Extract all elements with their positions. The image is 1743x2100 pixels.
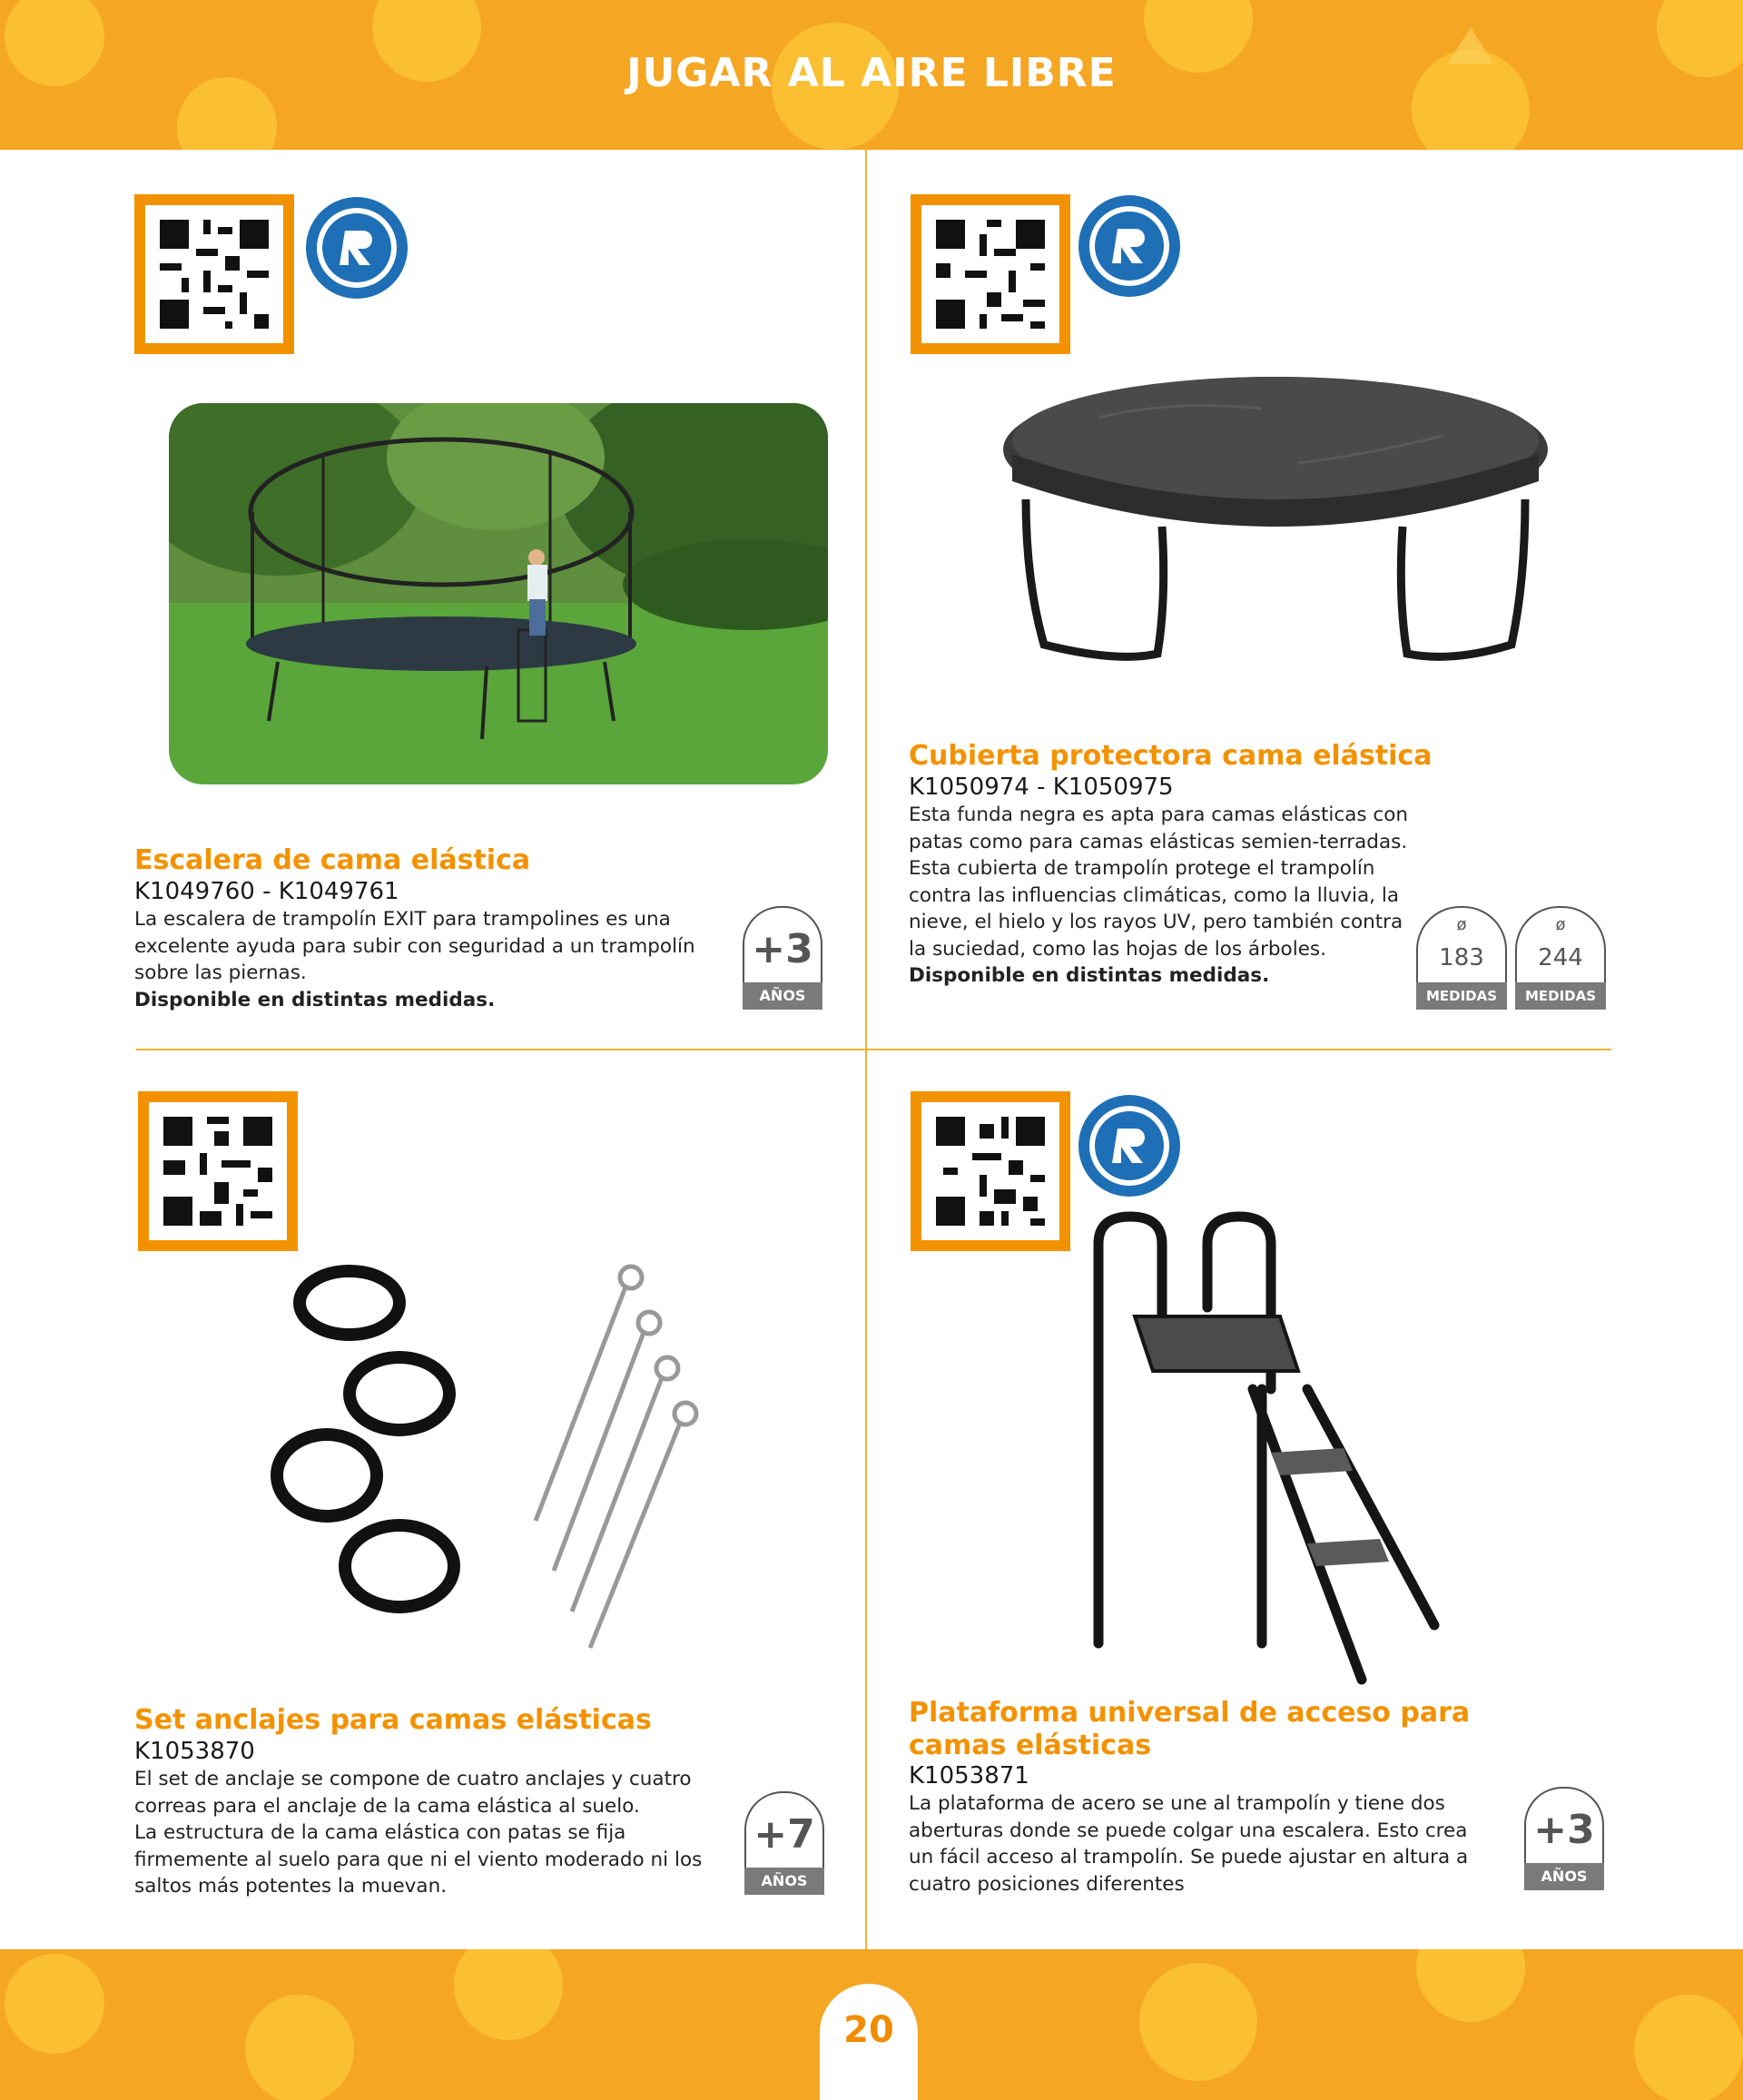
seal-icon <box>1076 1092 1183 1199</box>
product-title: Set anclajes para camas elásticas <box>134 1704 652 1736</box>
age-value: +3 <box>752 926 813 972</box>
platform-photo <box>1080 1208 1462 1689</box>
page-number: 20 <box>843 2009 894 2051</box>
age-label: AÑOS <box>1524 1863 1604 1890</box>
seal-icon <box>1076 192 1183 300</box>
availability-note: Disponible en distintas medidas. <box>909 964 1270 987</box>
description-text: La plataforma de acero se une al trampolín y tiene dos aberturas donde se puede colgar una escalera. Esto crea un fácil acceso al trampolín. Se puede ajustar en altura a cuatro posiciones diferentes <box>909 1792 1469 1896</box>
product-code: K1053870 <box>134 1738 255 1765</box>
product-title: Plataforma universal de acceso para camas elásticas <box>909 1697 1471 1761</box>
product-title: Cubierta protectora cama elástica <box>909 740 1433 772</box>
age-label: AÑOS <box>744 1868 824 1895</box>
qr-code-icon[interactable] <box>911 1091 1070 1251</box>
description-text: La escalera de trampolín EXIT para trampolines es una excelente ayuda para subir con seguridad a un trampolín sobre las piernas. <box>134 908 695 984</box>
description-text: El set de anclaje se compone de cuatro anclajes y cuatro correas para el anclaje de la cama elástica al suelo. <box>134 1768 692 1818</box>
age-badge <box>743 906 822 1010</box>
product-code: K1049760 - K1049761 <box>134 878 399 905</box>
header-band <box>0 0 1743 150</box>
age-value: +3 <box>1533 1807 1595 1853</box>
product-code: K1053871 <box>909 1762 1029 1789</box>
product-description <box>134 1766 715 1900</box>
age-label: AÑOS <box>743 982 822 1010</box>
diameter-icon: ø <box>1456 915 1467 934</box>
age-value: +7 <box>753 1811 815 1858</box>
age-badge <box>1524 1787 1604 1890</box>
qr-code-icon[interactable] <box>138 1091 298 1251</box>
qr-code-icon[interactable] <box>134 194 294 354</box>
size-badge <box>1416 906 1507 1010</box>
anchor-set-photo <box>263 1257 717 1657</box>
seal-icon <box>303 194 410 301</box>
description-text: Esta funda negra es apta para camas elásticas con patas como para camas elásticas semien-terradas. Esta cubierta de trampolín protege el trampolín contra las influencias climáticas, como la lluvia, la nieve, el hielo y los rayos UV, pero también contra la suciedad, como las hojas de los árboles. <box>909 804 1409 961</box>
product-description <box>909 802 1417 990</box>
trampoline-photo <box>169 403 828 784</box>
size-value: 244 <box>1538 944 1583 971</box>
trampoline-cover-photo <box>990 363 1571 690</box>
size-badge <box>1515 906 1606 1010</box>
horizontal-divider-right <box>867 1049 1611 1050</box>
size-label: MEDIDAS <box>1515 982 1606 1010</box>
product-title: Escalera de cama elástica <box>134 844 531 876</box>
availability-note: Disponible en distintas medidas. <box>134 988 496 1011</box>
size-value: 183 <box>1439 944 1484 971</box>
diameter-icon: ø <box>1555 915 1566 934</box>
size-label: MEDIDAS <box>1416 982 1507 1010</box>
page-title: JUGAR AL AIRE LIBRE <box>626 50 1117 96</box>
product-description <box>909 1790 1490 1898</box>
age-badge <box>744 1791 824 1895</box>
horizontal-divider-left <box>136 1049 865 1050</box>
qr-code-icon[interactable] <box>911 194 1070 354</box>
product-description <box>134 906 715 1013</box>
description-text: La estructura de la cama elástica con patas se fija firmemente al suelo para que ni el viento moderado ni los saltos más potentes la muevan. <box>134 1821 703 1898</box>
product-code: K1050974 - K1050975 <box>909 774 1174 801</box>
